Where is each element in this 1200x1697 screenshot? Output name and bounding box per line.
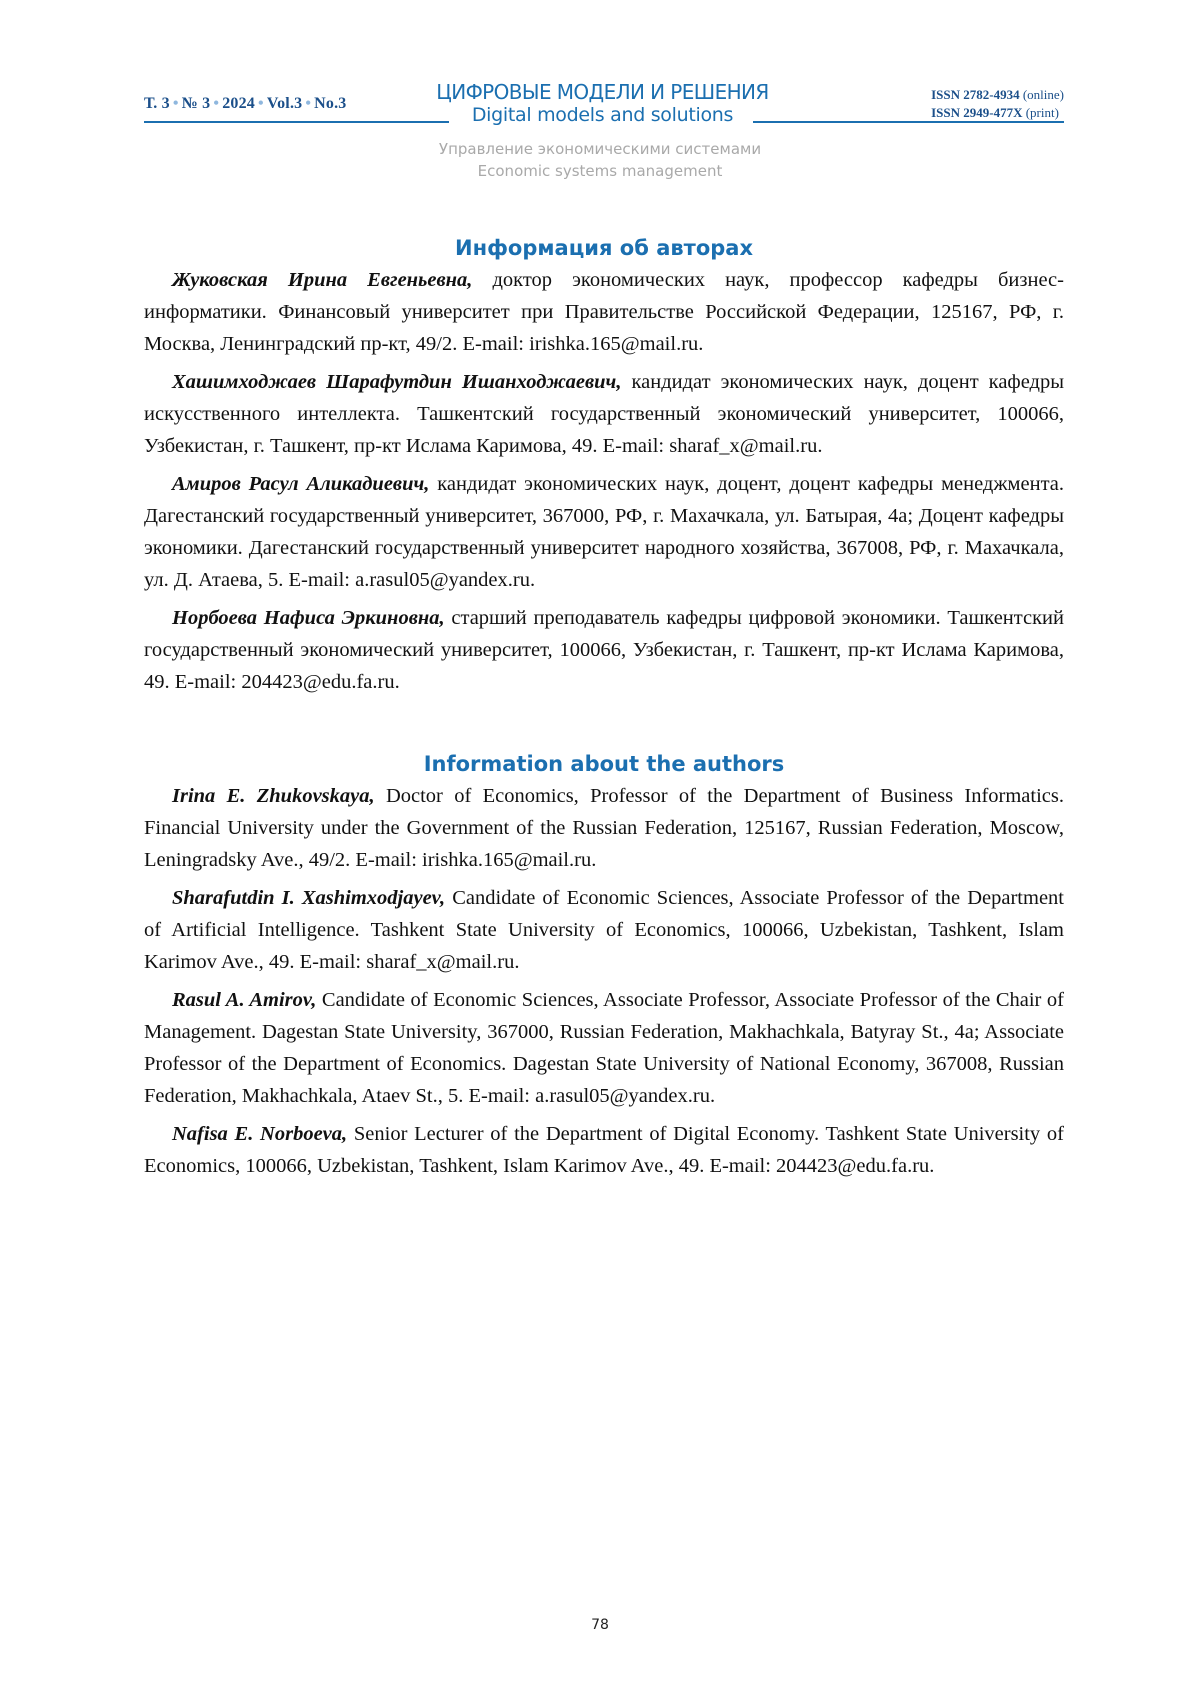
issn-print: ISSN 2949-477X (print) [931, 104, 1064, 122]
section-name-en: Economic systems management [0, 160, 1200, 182]
author-en-entry: Sharafutdin I. Xashimxodjayev, Candidate of Economic Sciences, Associate Professor of the Department of Artificial Intelligence. Tashkent State University of Economics, 100066, Uzbekistan, Tashkent, Islam Karimov Ave., 49. E-mail: sharaf_x@mail.ru. [144, 882, 1064, 978]
no-en: No.3 [314, 95, 346, 112]
author-en-entry: Rasul A. Amirov, Candidate of Economic Sciences, Associate Professor, Associate Professor of the Chair of Management. Dagestan State University, 367000, Russian Federation, Makhachkala, Batyray St., 4a; Associate Professor of the Department of Economics. Dagestan State University of National Economy, 367008, Russian Federation, Makhachkala, Ataev St., 5. E-mail: a.rasul05@yandex.ru. [144, 984, 1064, 1112]
authors-ru-heading: Информация об авторах [144, 232, 1064, 264]
page-number: 78 [0, 1617, 1200, 1633]
number: № 3 [182, 95, 211, 112]
author-en-entry: Nafisa E. Norboeva, Senior Lecturer of the Department of Digital Economy. Tashkent State University of Economics, 100066, Uzbekistan, Tashkent, Islam Karimov Ave., 49. E-mail: 204423@edu.fa.ru. [144, 1118, 1064, 1182]
issue-info [144, 95, 347, 113]
author-ru-entry: Жуковская Ирина Евгеньевна, доктор экономических наук, профессор кафедры бизнес-информатики. Финансовый университет при Правительстве Российской Федерации, 125167, РФ, г. Москва, Ленинградский пр-кт, 49/2. E-mail: irishka.165@mail.ru. [144, 264, 1064, 360]
issn-online: ISSN 2782-4934 (online) [931, 86, 1064, 104]
author-ru-entry: Норбоева Нафиса Эркиновна, старший преподаватель кафедры цифровой экономики. Ташкентский государственный экономический университет, 100066, Узбекистан, г. Ташкент, пр-кт Ислама Каримова, 49. E-mail: 204423@edu.fa.ru. [144, 602, 1064, 698]
section-name [0, 138, 1200, 182]
year: 2024 [222, 95, 255, 112]
author-ru-entry: Хашимходжаев Шарафутдин Ишанходжаевич, кандидат экономических наук, доцент кафедры искусственного интеллекта. Ташкентский государственный экономический университет, 100066, Узбекистан, г. Ташкент, пр-кт Ислама Каримова, 49. E-mail: sharaf_x@mail.ru. [144, 366, 1064, 462]
vol-en: Vol.3 [267, 95, 303, 112]
journal-title [405, 80, 800, 126]
authors-en-heading: Information about the authors [144, 748, 1064, 780]
separator-dot: • [258, 95, 264, 112]
issn-block [931, 86, 1064, 122]
section-name-ru: Управление экономическими системами [0, 138, 1200, 160]
separator-dot: • [173, 95, 179, 112]
separator-dot: • [305, 95, 311, 112]
separator-dot: • [213, 95, 219, 112]
header-rule-left [144, 121, 449, 123]
article-content [144, 232, 1064, 1188]
author-en-entry: Irina E. Zhukovskaya, Doctor of Economics, Professor of the Department of Business Informatics. Financial University under the Government of the Russian Federation, 125167, Russian Federation, Moscow, Leningradsky Ave., 49/2. E-mail: irishka.165@mail.ru. [144, 780, 1064, 876]
journal-title-en: Digital models and solutions [405, 104, 800, 126]
volume: Т. 3 [144, 95, 170, 112]
journal-title-ru: ЦИФРОВЫЕ МОДЕЛИ И РЕШЕНИЯ [405, 80, 800, 104]
author-ru-entry: Амиров Расул Аликадиевич, кандидат экономических наук, доцент, доцент кафедры менеджмента. Дагестанский государственный университет, 367000, РФ, г. Махачкала, ул. Батырая, 4а; Доцент кафедры экономики. Дагестанский государственный университет народного хозяйства, 367008, РФ, г. Махачкала, ул. Д. Атаева, 5. E-mail: a.rasul05@yandex.ru. [144, 468, 1064, 596]
section-gap [144, 704, 1064, 748]
